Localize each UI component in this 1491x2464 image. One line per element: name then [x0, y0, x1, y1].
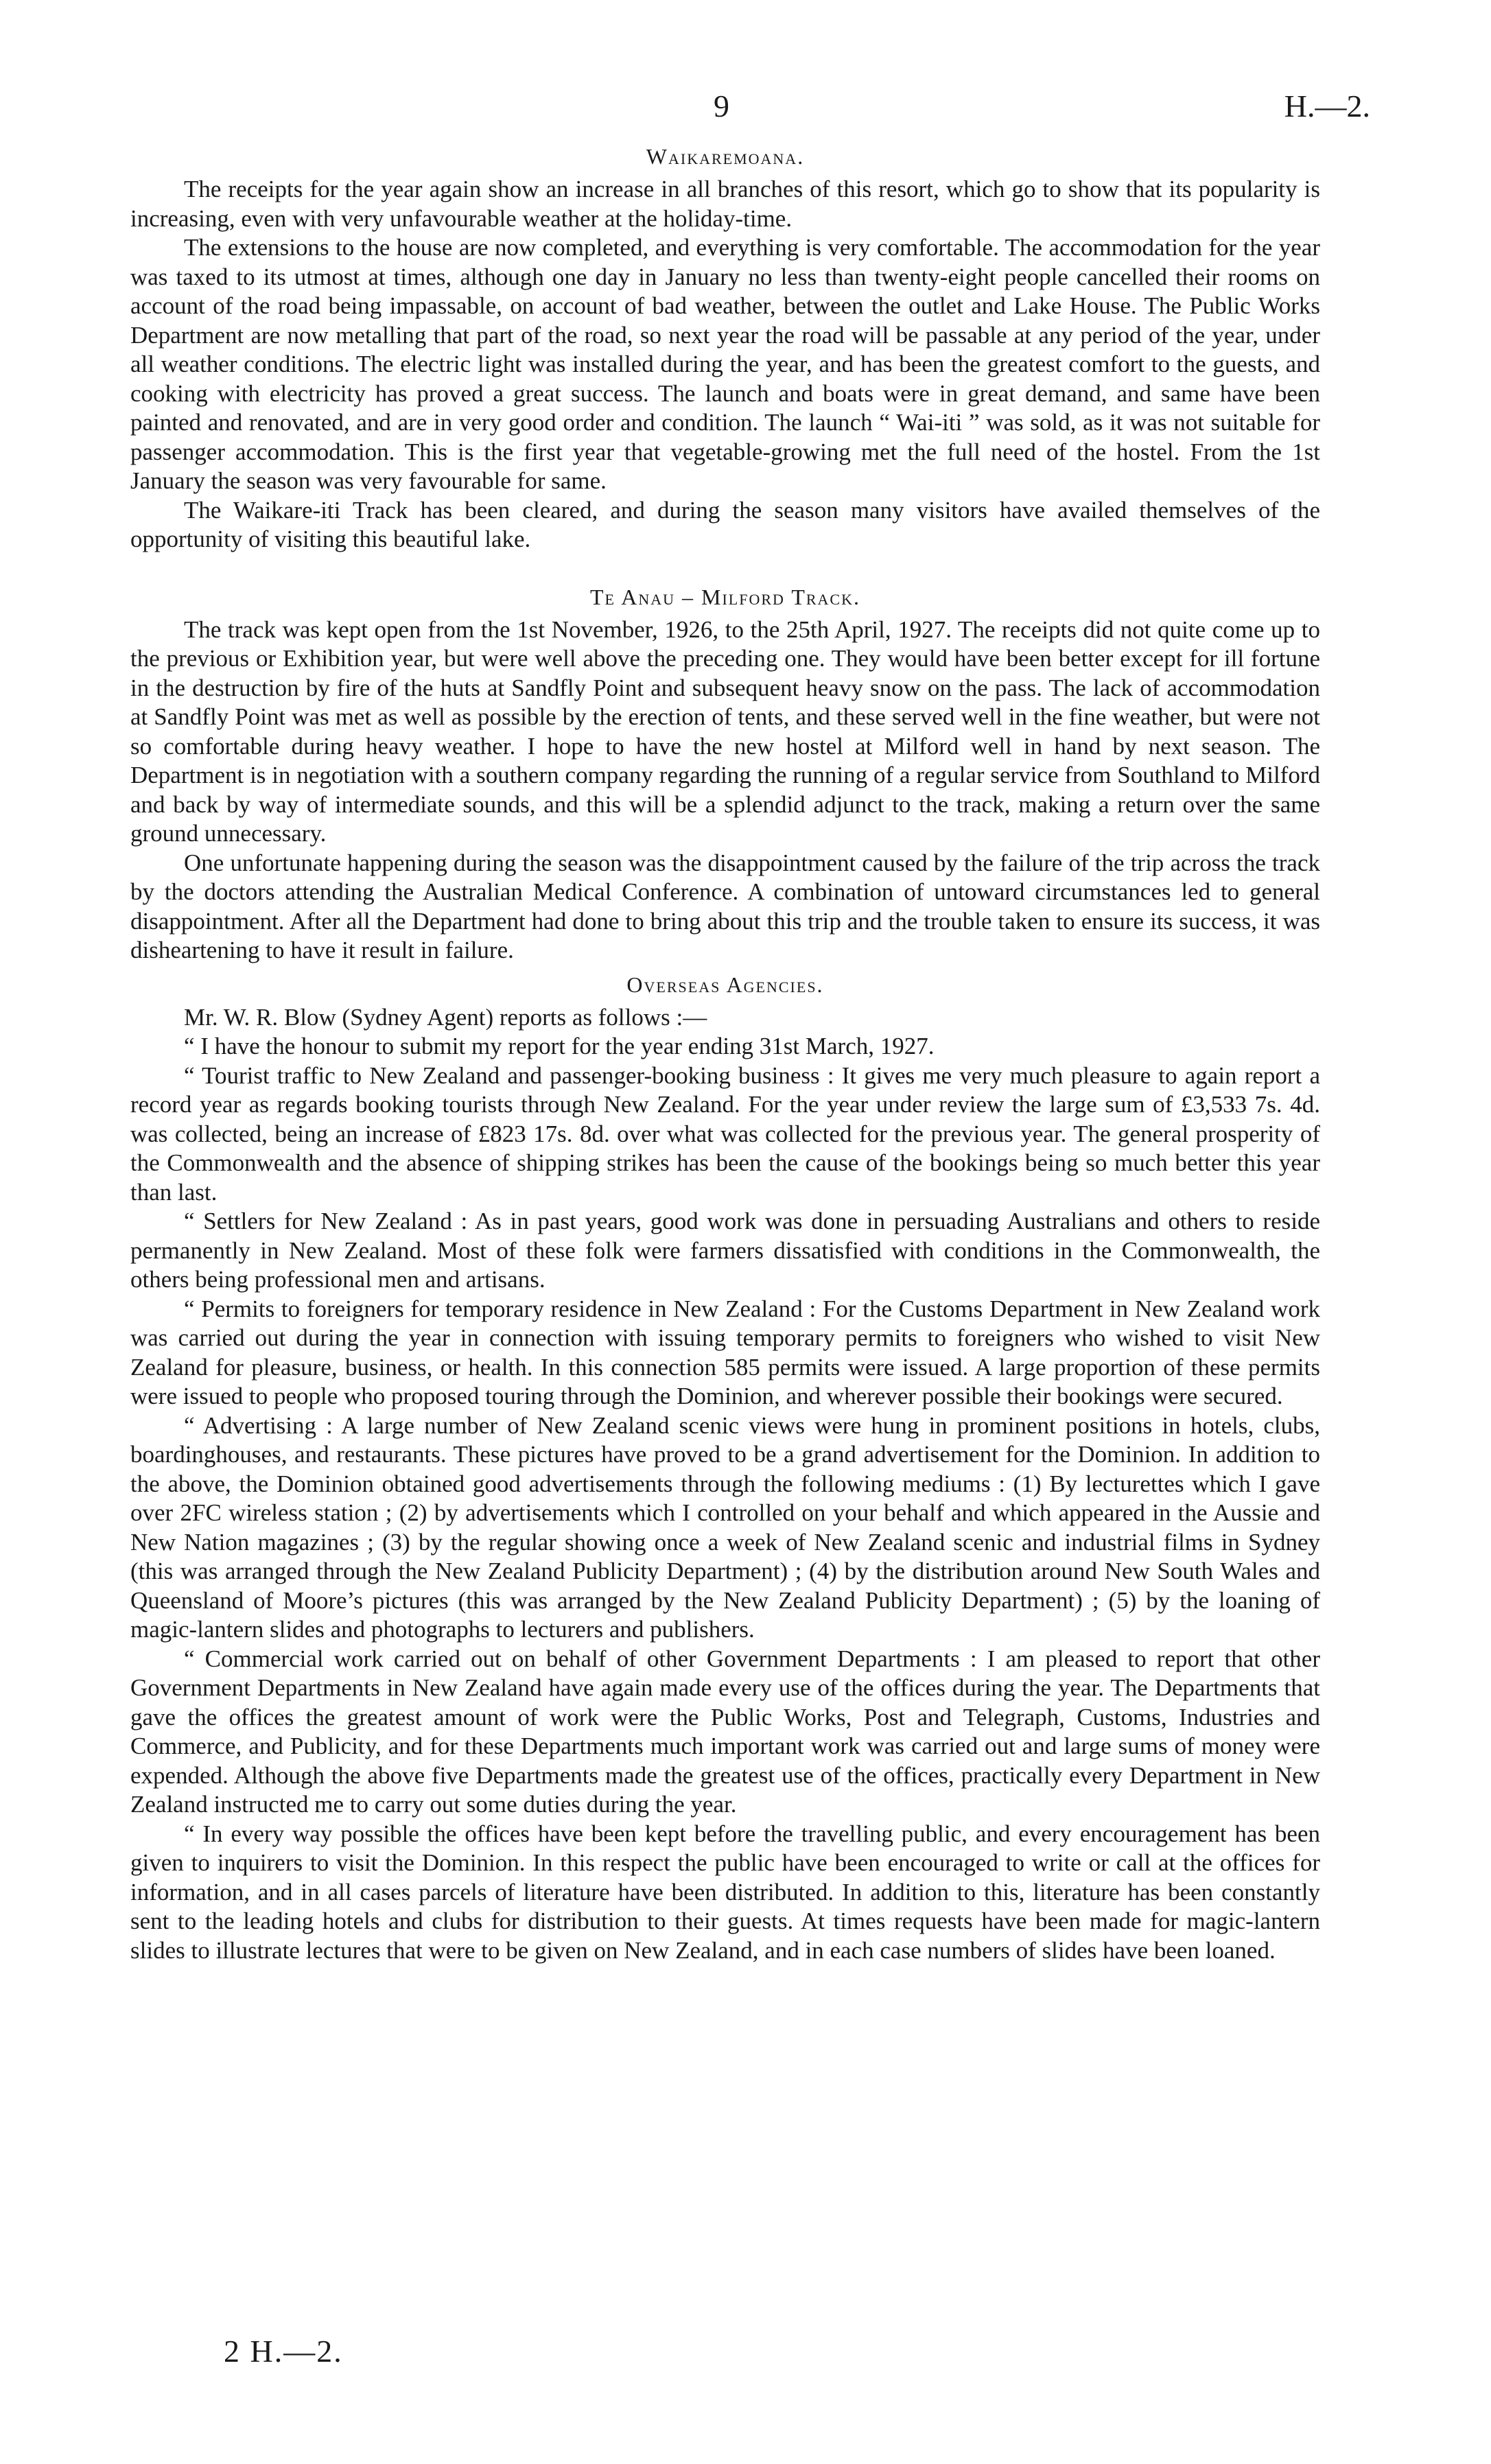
section-heading-overseas-agencies: Overseas Agencies. [626, 972, 824, 997]
paragraph: “ In every way possible the offices have been kept before the travelling public, and every encouragement has been given to inquirers to visit the Dominion. In this respect the public have been encouraged to write or call at the offices for information, and in all cases parcels of literature have been distributed. In addition to this, literature has been constantly sent to the leading hotels and clubs for distribution to their guests. At times requests have been made for magic-lantern slides to illustrate lectures that were to be given on New Zealand, and in each case numbers of slides have been loaned. [130, 1820, 1320, 1964]
page-number: 9 [714, 89, 729, 124]
paragraph: “ Advertising : A large number of New Zealand scenic views were hung in prominent positions in hotels, clubs, boardinghouses, and restaurants. These pictures have proved to be a grand advertisement for the Dominion. In addition to the above, the Dominion obtained good advertisements through the following mediums : (1) By lecturettes which I gave over 2FC wireless station ; (2) by advertisements which I controlled on your behalf and which appeared in the Aussie and New Nation magazines ; (3) by the regular showing once a week of New Zealand scenic and industrial films in Sydney (this was arranged through the New Zealand Publicity Department) ; (4) by the distribution around New South Wales and Queensland of Moore’s pictures (this was arranged by the New Zealand Publicity Department) ; (5) by the loaning of magic-lantern slides and photographs to lecturers and publishers. [130, 1411, 1320, 1643]
paragraph: The receipts for the year again show an increase in all branches of this resort, which go to show that its popularity is increasing, even with very unfavourable weather at the holiday-time. [130, 176, 1320, 232]
page-content [130, 144, 1320, 1965]
footer-signature: 2 H.—2. [224, 2334, 343, 2369]
paragraph: “ I have the honour to submit my report for the year ending 31st March, 1927. [184, 1033, 935, 1059]
paragraph: “ Tourist traffic to New Zealand and passenger-booking business : It gives me very much pleasure to again report a record year as regards booking tourists through New Zealand. For the year under review the large sum of £3,533 7s. 4d. was collected, being an increase of £823 17s. 8d. over what was collected for the previous year. The general prosperity of the Commonwealth and the absence of shipping strikes has been the cause of the bookings being so much better this year than last. [130, 1061, 1320, 1206]
paragraph: “ Settlers for New Zealand : As in past years, good work was done in persuading Australians and others to reside permanently in New Zealand. Most of these folk were farmers dissatisfied with conditions in the Commonwealth, the others being professional men and artisans. [130, 1208, 1320, 1293]
document-code: H.—2. [1284, 89, 1370, 124]
paragraph: Mr. W. R. Blow (Sydney Agent) reports as follows :— [184, 1003, 707, 1031]
section-heading-te-anau: Te Anau – Milford Track. [590, 584, 860, 609]
paragraph: The extensions to the house are now completed, and everything is very comfortable. The accommodation for the year was taxed to its utmost at times, although one day in January no less than twenty-eight people cancelled their rooms on account of the road being impassable, on account of bad weather, between the outlet and Lake House. The Public Works Department are now metalling that part of the road, so next year the road will be passable at any period of the year, under all weather conditions. The electric light was installed during the year, and has been the greatest comfort to the guests, and cooking with electricity has proved a great success. The launch and boats were in great demand, and same have been painted and renovated, and are in very good order and condition. The launch “ Wai-iti ” was sold, as it was not suitable for passenger accommodation. This is the first year that vegetable-growing met the full need of the hostel. From the 1st January the season was very favourable for same. [130, 234, 1320, 494]
paragraph: “ Permits to foreigners for temporary residence in New Zealand : For the Customs Department in New Zealand work was carried out during the year in connection with issuing temporary permits to foreigners who wished to visit New Zealand for pleasure, business, or health. In this connection 585 permits were issued. A large proportion of these permits were issued to people who proposed touring through the Dominion, and wherever possible their bookings were secured. [130, 1295, 1320, 1409]
paragraph: “ Commercial work carried out on behalf of other Government Departments : I am pleased to report that other Government Departments in New Zealand have again made every use of the offices during the year. The Departments that gave the offices the greatest amount of work were the Public Works, Post and Telegraph, Customs, Industries and Commerce, and Publicity, and for these Departments much important work was carried out and large sums of money were expended. Although the above five Departments made the greatest use of the offices, practically every Department in New Zealand instructed me to carry out some duties during the year. [130, 1645, 1320, 1818]
paragraph: The Waikare-iti Track has been cleared, and during the season many visitors have availed themselves of the opportunity of visiting this beautiful lake. [130, 496, 1320, 552]
paragraph: One unfortunate happening during the season was the disappointment caused by the failure of the trip across the track by the doctors attending the Australian Medical Conference. A combination of untoward circumstances led to general disappointment. After all the Department had done to bring about this trip and the trouble taken to ensure its success, it was disheartening to have it result in failure. [130, 849, 1320, 963]
section-heading-waikaremoana: Waikaremoana. [646, 144, 805, 169]
paragraph: The track was kept open from the 1st November, 1926, to the 25th April, 1927. The receipts did not quite come up to the previous or Exhibition year, but were well above the preceding one. They would have been better except for ill fortune in the destruction by fire of the huts at Sandfly Point and subsequent heavy snow on the pass. The lack of accommodation at Sandfly Point was met as well as possible by the erection of tents, and these served well in the fine weather, but were not so comfortable during heavy weather. I hope to have the new hostel at Milford well in hand by next season. The Department is in negotiation with a southern company regarding the running of a regular service from Southland to Milford and back by way of intermediate sounds, and this will be a splendid adjunct to the track, making a return over the same ground unnecessary. [130, 615, 1320, 847]
